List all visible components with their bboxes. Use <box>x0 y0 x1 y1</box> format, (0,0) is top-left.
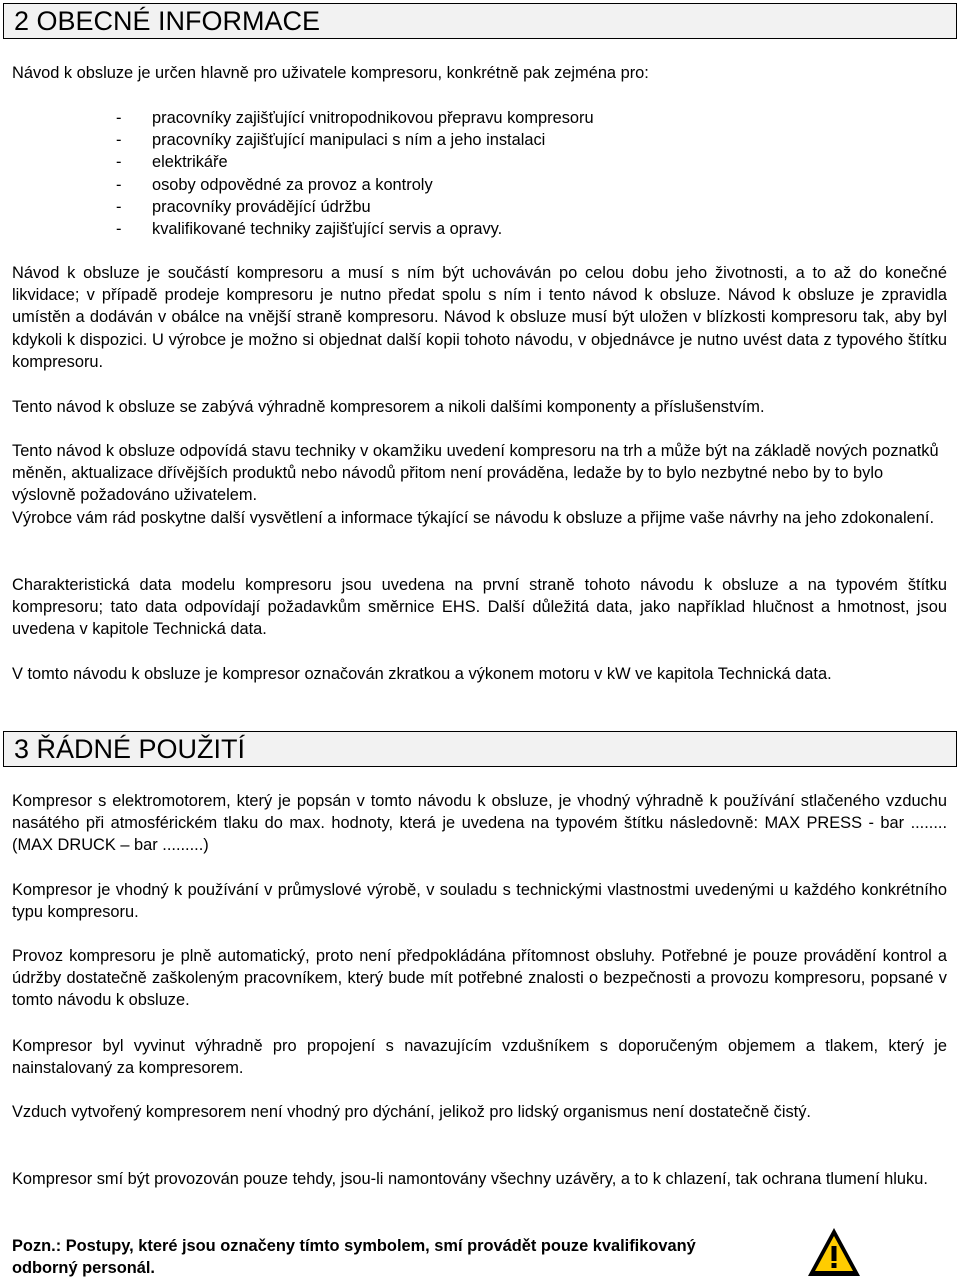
paragraph: Kompresor smí být provozován pouze tehdy, jsou-li namontovány všechny uzávěry, a to k chlazení, tak ochrana tlumení hluku. <box>12 1170 928 1188</box>
list-item: - kvalifikované techniky zajišťující servis a opravy. <box>116 218 594 240</box>
paragraph: Návod k obsluze je součástí kompresoru a musí s ním být uchováván po celou dobu jeho životnosti, a to až do konečné likvidace; v případě prodeje kompresoru je nutno předat spolu s ním i tento návod k obsluze. Návod k obsluze je zpravidla umístěn a dodáván v obálce na vnější straně kompresoru. Návod k obsluze musí být uložen v blízkosti kompresoru tak, aby byl kdykoli k dispozici. U výrobce je možno si objednat další kopii tohoto návodu, v objednávce je nutno uvést data z typového štítku kompresoru. <box>12 264 947 371</box>
paragraph: Provoz kompresoru je plně automatický, proto není předpokládána přítomnost obsluhy. Potřebné je pouze provádění kontrol a údržby dostatečně zaškoleným pracovníkem, který bude mít potřebné znalosti o bezpečnosti a provozu kompresoru, popsané v tomto návodu k obsluze. <box>12 947 947 1010</box>
paragraph: V tomto návodu k obsluze je kompresor označován zkratkou a výkonem motoru v kW ve kapitola Technická data. <box>12 665 832 683</box>
paragraph: Charakteristická data modelu kompresoru jsou uvedena na první straně tohoto návodu k obsluze a na typovém štítku kompresoru; tato data odpovídají požadavkům směrnice EHS. Další důležitá data, jako například hlučnost a hmotnost, jsou uvedena v kapitole Technická data. <box>12 576 947 639</box>
section-2-intro: Návod k obsluze je určen hlavně pro uživatele kompresoru, konkrétně pak zejména pro: <box>12 64 649 82</box>
paragraph: Kompresor s elektromotorem, který je popsán v tomto návodu k obsluze, je vhodný výhradně k používání stlačeného vzduchu nasátého při atmosférickém tlaku do max. hodnoty, která je uvedena na typovém štítku následovně: MAX PRESS - bar ........ (MAX DRUCK – bar .........) <box>12 792 947 855</box>
list-item: - osoby odpovědné za provoz a kontroly <box>116 174 594 196</box>
paragraph: Vzduch vytvořený kompresorem není vhodný pro dýchání, jelikož pro lidský organismus není dostatečně čistý. <box>12 1103 811 1121</box>
qualified-personnel-note: Pozn.: Postupy, které jsou označeny tímto symbolem, smí provádět pouze kvalifikovaný odborný personál. <box>12 1237 696 1278</box>
paragraph: Kompresor byl vyvinut výhradně pro propojení s navazujícím vzdušníkem s doporučeným objemem a tlakem, který je nainstalovaný za kompresorem. <box>12 1037 947 1078</box>
section-2-heading: 2 OBECNÉ INFORMACE <box>3 3 957 39</box>
warning-triangle-icon <box>806 1226 862 1278</box>
list-item: - pracovníky zajišťující manipulaci s ním a jeho instalaci <box>116 129 594 151</box>
section-3-heading: 3 ŘÁDNÉ POUŽITÍ <box>3 731 957 767</box>
list-item: - pracovníky provádějící údržbu <box>116 196 594 218</box>
audience-list <box>116 107 594 240</box>
paragraph: Tento návod k obsluze odpovídá stavu techniky v okamžiku uvedení kompresoru na trh a může být na základě nových poznatků měněn, aktualizace dřívějších produktů nebo návodů přitom není prováděna, ledaže by to bylo nezbytné nebo by to bylo výslovně požadováno uživatelem. <box>12 442 939 505</box>
paragraph: Tento návod k obsluze se zabývá výhradně kompresorem a nikoli dalšími komponenty a příslušenstvím. <box>12 398 765 416</box>
list-item: - pracovníky zajišťující vnitropodnikovou přepravu kompresoru <box>116 107 594 129</box>
list-item: - elektrikáře <box>116 151 594 173</box>
paragraph: Výrobce vám rád poskytne další vysvětlení a informace týkající se návodu k obsluze a přijme vaše návrhy na jeho zdokonalení. <box>12 509 934 527</box>
paragraph: Kompresor je vhodný k používání v průmyslové výrobě, v souladu s technickými vlastnostmi uvedenými u každého konkrétního typu kompresoru. <box>12 881 947 922</box>
